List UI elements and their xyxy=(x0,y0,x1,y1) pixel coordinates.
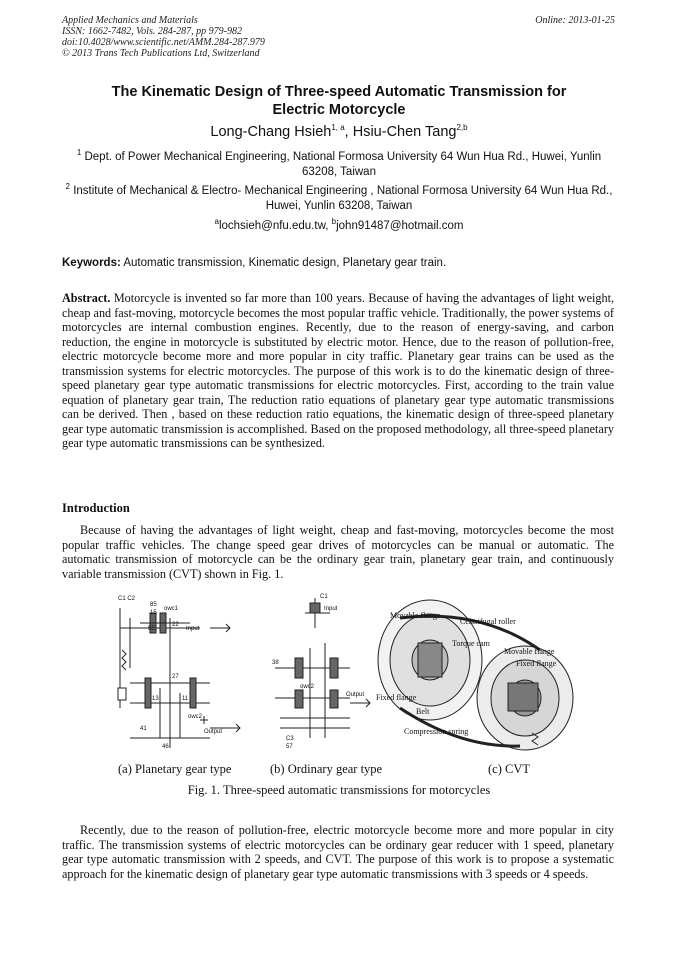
fig-b-label-output: Output xyxy=(346,692,365,698)
fig-a-label-55: 55 xyxy=(148,626,155,632)
fig-a-label-c1c2: C1 C2 xyxy=(118,596,136,602)
fig-a-label-13: 13 xyxy=(152,696,159,702)
fig-b-label-input: Input xyxy=(324,606,338,612)
author-1: Long-Chang Hsieh xyxy=(210,124,332,140)
email-separator: , xyxy=(325,220,332,232)
keywords-text: Automatic transmission, Kinematic design, Planetary gear train. xyxy=(120,257,447,269)
introduction-paragraph-2: Recently, due to the reason of pollution-free, electric motorcycle become more and more popular in city traffic. The transmission systems of electric motorcycles can be ordinary gear reducer with 1 speed, planetary gear type automatic transmission with 2 speeds, and CVT. The purpose of this work is to propose a systematic approach for the kinematic design of planetary gear type automatic transmissions with 3 speeds or 4 speeds. xyxy=(62,823,614,881)
affiliation-2 xyxy=(62,184,616,214)
fig-b-label-c3: C3 xyxy=(286,736,294,742)
copyright: © 2013 Trans Tech Publications Ltd, Switzerland xyxy=(62,48,260,59)
journal-name: Applied Mechanics and Materials xyxy=(62,15,198,26)
email-b[interactable]: john91487@hotmail.com xyxy=(336,220,464,232)
affiliation-1-text: Dept. of Power Mechanical Engineering, National Formosa University 64 Wun Hua Rd., Huwei, Yunlin 63208, Taiwan xyxy=(84,151,602,178)
figure-1a-schematic xyxy=(118,608,240,748)
fig-b-label-38: 38 xyxy=(272,660,279,666)
fig-a-label-22: 22 xyxy=(172,622,179,628)
title-line-2: Electric Motorcycle xyxy=(272,102,406,118)
paper-title xyxy=(62,83,616,119)
affiliation-1-num: 1 xyxy=(76,148,82,158)
fig-c-label-movable-flange: Movable flange xyxy=(390,611,441,620)
introduction-paragraph-1: Because of having the advantages of light weight, cheap and fast-moving, motorcycles become the most popular traffic vehicles. The change speed gear drives of motorcycles can be manual or automatic. The automatic transmission of motorcycle can be the ordinary gear train, planetary gear train, and continuously variable transmission (CVT) shown in Fig. 1. xyxy=(62,523,614,581)
fig-c-label-torque-cam: Torque cam xyxy=(452,639,490,648)
fig-c-label-centrifugal-roller: Centrifugal roller xyxy=(460,617,516,626)
affiliation-2-num: 2 xyxy=(65,182,70,192)
email-a-sup: a xyxy=(214,217,219,227)
fig-c-label-compression-spring: Compression spring xyxy=(404,727,469,736)
fig-a-label-owc1: owc1 xyxy=(164,606,179,612)
abstract-text: Motorcycle is invented so far more than 100 years. Because of having the advantages of light weight, cheap and fast-moving, motorcycle becomes the most popular traffic vehicle. Traditionally, the power systems of motorcycles are internal combustion engines. Recently, due to the reason of energy-saving, and carbon reduction, the engine in motorcycle is substituted by electric motor. Hence, due to the reason of pollution-free, electric motorcycle become more and more popular in city traffic. Planetary gear trains can be used as the transmission systems for electric motorcycles. The purpose of this work is to do the kinematic design of three-speed planetary gear type automatic transmissions for electric motorcycles. First, according to the train value equation of planetary gear train, The reduction ratio equations of planetary gear type automatic transmissions can be derived. Then , based on these reduction ratio equations, the kinematic design of three-speed planetary gear type automatic transmission is accomplished. Based on the proposed methodology, all three-speed planetary gear type automatic transmissions can be synthesized. xyxy=(62,291,614,450)
author-1-sup: 1, a xyxy=(331,123,345,133)
fig-a-label-85: 85 xyxy=(150,602,157,608)
fig-a-label-input: Input xyxy=(186,626,200,632)
email-b-sup: b xyxy=(331,217,337,227)
author-list xyxy=(62,124,616,140)
emails xyxy=(62,217,616,232)
online-date: Online: 2013-01-25 xyxy=(535,15,615,26)
fig-a-label-27: 27 xyxy=(172,674,179,680)
fig-a-label-output: Output xyxy=(204,729,223,735)
affiliation-2-text: Institute of Mechanical & Electro- Mechanical Engineering , National Formosa University 64 Wun Hua Rd., Huwei, Yunlin 63208, Taiwan xyxy=(73,185,613,212)
author-2: Hsiu-Chen Tang xyxy=(352,124,457,140)
fig-c-label-movable-flange-2: Movable flange xyxy=(504,647,555,656)
doi: doi:10.4028/www.scientific.net/AMM.284-287.979 xyxy=(62,37,265,48)
author-2-sup: 2,b xyxy=(456,123,468,133)
fig-b-label-c1: C1 xyxy=(320,594,328,600)
fig-a-label-46: 46 xyxy=(162,744,169,750)
keywords-label: Keywords: xyxy=(62,257,121,269)
fig-c-label-fixed-flange-2: Fixed flange xyxy=(516,659,557,668)
issn: ISSN: 1662-7482, Vols. 284-287, pp 979-982 xyxy=(62,26,242,37)
author-separator: , xyxy=(344,124,353,140)
figure-1a-caption: (a) Planetary gear type xyxy=(118,762,232,776)
fig-a-label-11: 11 xyxy=(182,696,189,702)
figure-1-caption: Fig. 1. Three-speed automatic transmissions for motorcycles xyxy=(187,783,491,797)
keywords xyxy=(62,257,616,269)
email-a[interactable]: lochsieh@nfu.edu.tw xyxy=(218,220,326,232)
fig-a-label-15: 15 xyxy=(150,610,157,616)
figure-1b-schematic xyxy=(275,598,370,738)
fig-b-label-owc2: owc2 xyxy=(300,684,315,690)
affiliation-1 xyxy=(62,150,616,180)
fig-a-label-owc2: owc2 xyxy=(188,714,203,720)
figure-1b-caption: (b) Ordinary gear type xyxy=(270,762,383,776)
fig-c-label-belt: Belt xyxy=(416,707,430,716)
introduction-heading: Introduction xyxy=(62,501,130,515)
abstract-label: Abstract. xyxy=(62,291,111,305)
figure-1 xyxy=(100,588,580,756)
figure-1c-caption: (c) CVT xyxy=(488,762,530,776)
abstract xyxy=(62,291,614,451)
title-line-1: The Kinematic Design of Three-speed Automatic Transmission for xyxy=(111,84,567,100)
fig-a-label-41: 41 xyxy=(140,726,147,732)
journal-header xyxy=(62,15,265,59)
fig-c-label-fixed-flange: Fixed flange xyxy=(376,693,417,702)
fig-b-label-57: 57 xyxy=(286,744,293,750)
